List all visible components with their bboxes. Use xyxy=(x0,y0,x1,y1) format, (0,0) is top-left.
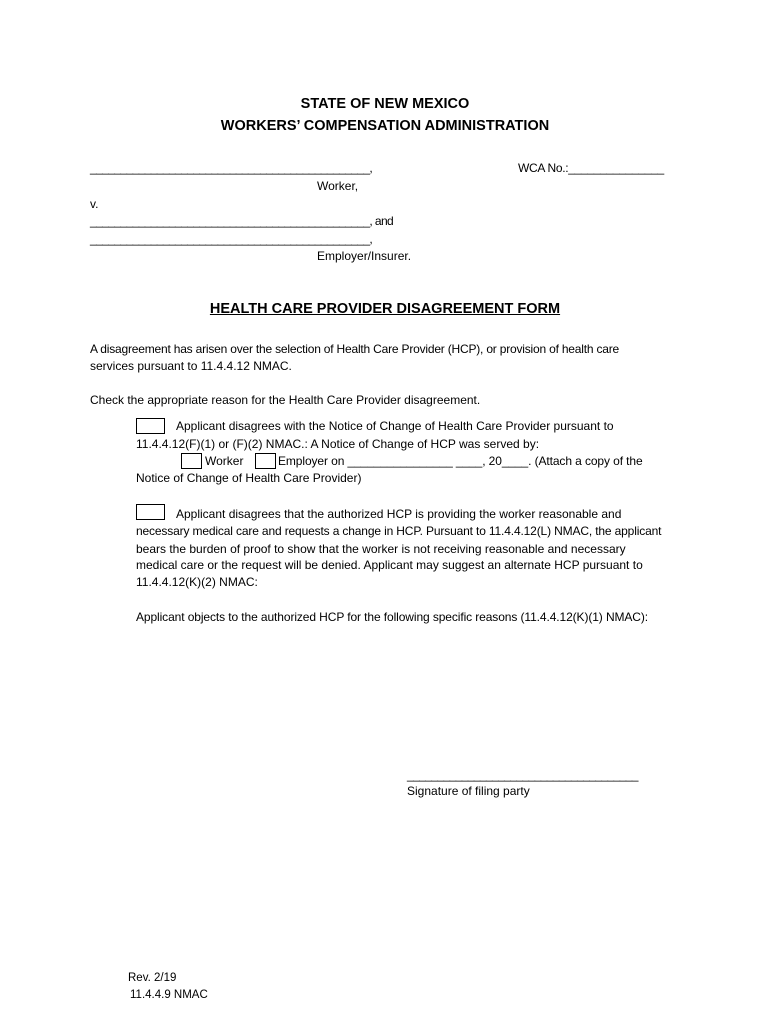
served-by-employer-checkbox[interactable] xyxy=(255,453,276,469)
revision-label: Rev. 2/19 xyxy=(128,972,177,984)
served-by-worker-label: Worker xyxy=(205,454,244,468)
agency-heading: WORKERS’ COMPENSATION ADMINISTRATION xyxy=(220,118,550,134)
option2-line-2: necessary medical care and requests a change in HCP. Pursuant to 11.4.4.12(L) NMAC, the applicant xyxy=(136,524,662,538)
option2-line-3: bears the burden of proof to show that the worker is not receiving reasonable and necessary xyxy=(136,542,626,556)
option2-line-5: 11.4.4.12(K)(2) NMAC: xyxy=(136,575,258,589)
nmac-reference: 11.4.4.9 NMAC xyxy=(130,989,208,1001)
served-by-employer-label: Employer on ________________ ____, 20____. (Attach a copy of the xyxy=(278,454,643,468)
form-title: HEALTH CARE PROVIDER DISAGREEMENT FORM xyxy=(209,301,561,317)
option2-checkbox[interactable] xyxy=(136,504,165,520)
intro-line-1: A disagreement has arisen over the selection of Health Care Provider (HCP), or provision of health care xyxy=(90,342,620,356)
option1-checkbox[interactable] xyxy=(136,418,165,434)
worker-name-line[interactable]: ______________________________________________, xyxy=(90,161,373,175)
employer-insurer-label: Employer/Insurer. xyxy=(317,249,412,263)
served-by-worker-checkbox[interactable] xyxy=(181,453,202,469)
employer-name-line[interactable]: ______________________________________________, and xyxy=(90,214,394,228)
state-heading: STATE OF NEW MEXICO xyxy=(300,96,470,112)
objection-reasons-area[interactable] xyxy=(136,630,696,760)
option1-line-1: Applicant disagrees with the Notice of Change of Health Care Provider pursuant to xyxy=(176,419,614,433)
intro-line-2: services pursuant to 11.4.4.12 NMAC. xyxy=(90,359,292,373)
signature-label: Signature of filing party xyxy=(407,784,530,798)
versus-label: v. xyxy=(90,197,99,211)
option1-line-4: Notice of Change of Health Care Provider) xyxy=(136,471,362,485)
instruction-text: Check the appropriate reason for the Health Care Provider disagreement. xyxy=(90,393,481,407)
worker-label: Worker, xyxy=(317,179,359,193)
option1-line-2: 11.4.4.12(F)(1) or (F)(2) NMAC.: A Notice of Change of HCP was served by: xyxy=(136,437,540,451)
option2-line-4: medical care or the request will be denied. Applicant may suggest an alternate HCP pursuant to xyxy=(136,558,643,572)
insurer-name-line[interactable]: ______________________________________________, xyxy=(90,232,373,246)
option2-line-1: Applicant disagrees that the authorized HCP is providing the worker reasonable and xyxy=(176,507,622,521)
wca-number-field[interactable]: WCA No.:_______________ xyxy=(518,161,664,175)
objection-text: Applicant objects to the authorized HCP for the following specific reasons (11.4.4.12(K)(1) NMAC): xyxy=(136,610,649,624)
signature-line[interactable]: ______________________________________ xyxy=(407,768,638,782)
